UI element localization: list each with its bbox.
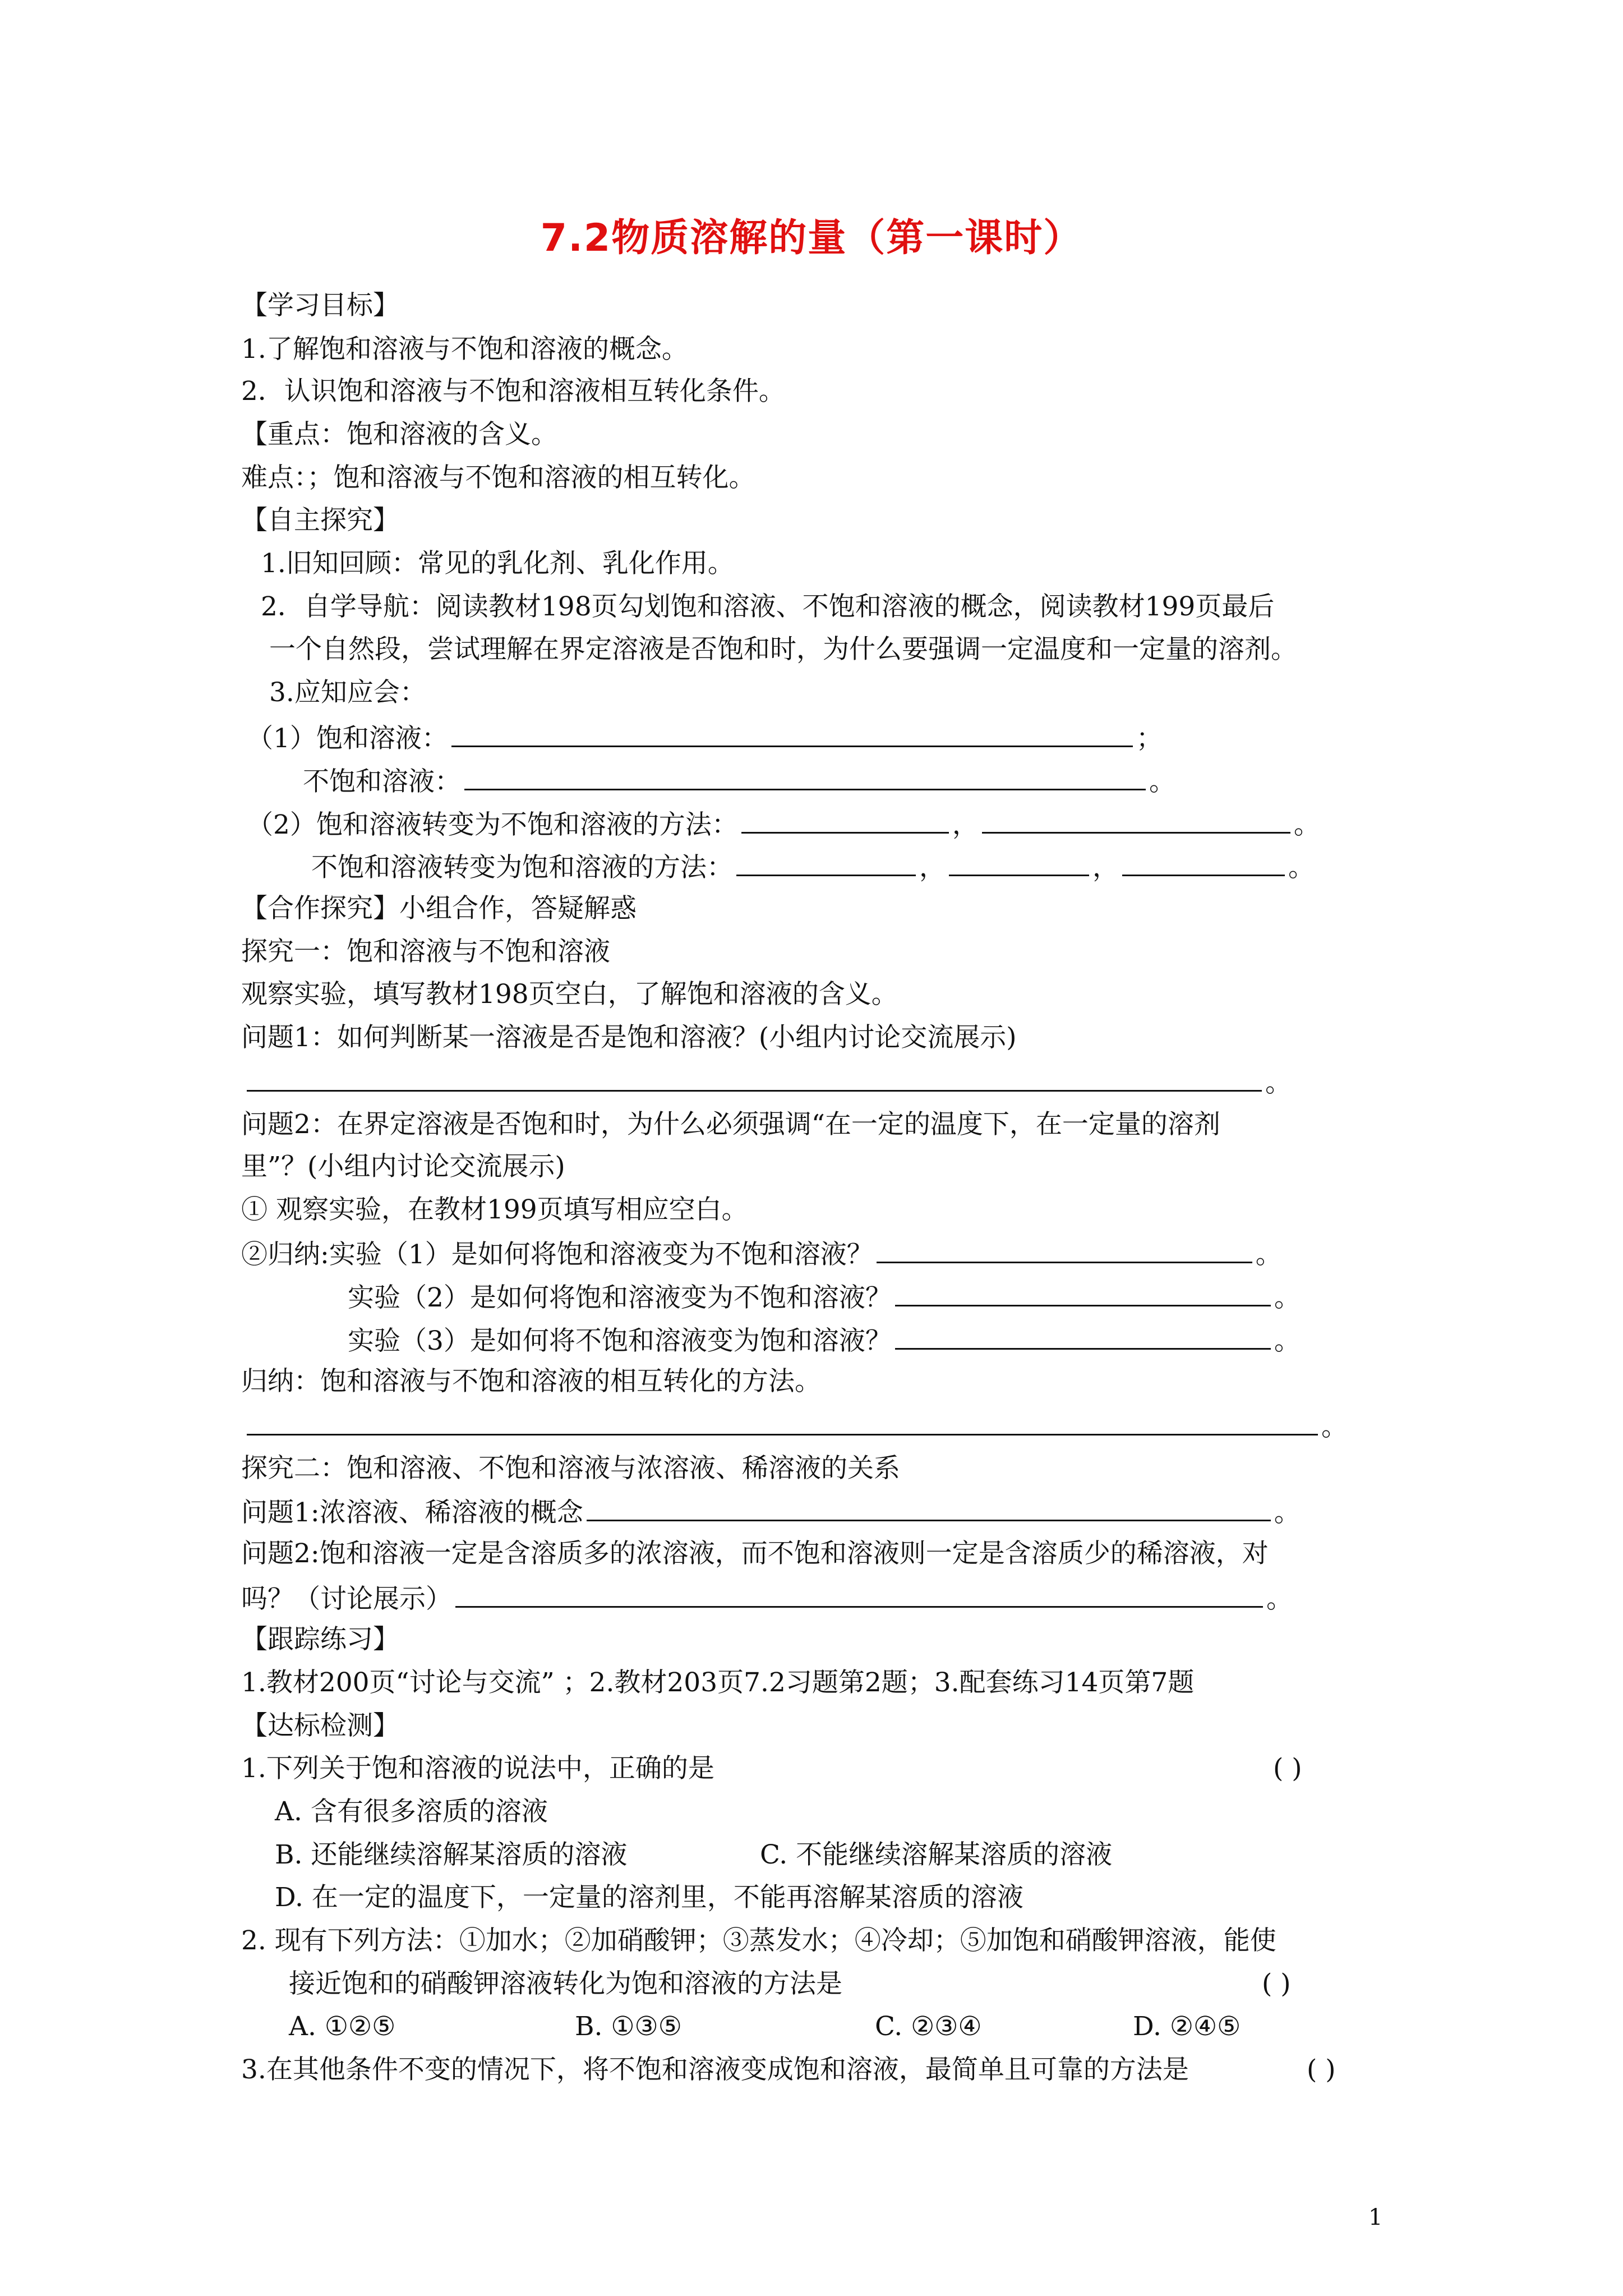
test-q2-option-a: A. ①②⑤: [289, 2011, 396, 2042]
page-title: 7.2物质溶解的量（第一课时）: [540, 216, 1083, 260]
q2-row: [247, 806, 1320, 842]
punct: 。: [1265, 1068, 1292, 1098]
observe-1: 观察实验，填写教材198页空白，了解饱和溶液的含义。: [241, 979, 898, 1010]
q1b-label: 不饱和溶液：: [303, 766, 461, 797]
answer-blank[interactable]: [982, 806, 1290, 834]
summary: 归纳：饱和溶液与不饱和溶液的相互转化的方法。: [241, 1366, 821, 1397]
answer-blank[interactable]: [247, 1408, 1318, 1435]
step-2-b-text: 实验（2）是如何将饱和溶液变为不饱和溶液？: [348, 1282, 892, 1313]
step-2-a-text: ②归纳:实验（1）是如何将饱和溶液变为不饱和溶液？: [241, 1239, 873, 1270]
answer-blank[interactable]: [949, 849, 1089, 876]
key-point: 【重点：饱和溶液的含义。: [241, 419, 557, 450]
punct: 。: [1321, 1411, 1348, 1442]
answer-blank[interactable]: [895, 1322, 1271, 1350]
test-q2-line-1: 2. 现有下列方法：①加水；②加硝酸钾；③蒸发水；④冷却；⑤加饱和硝酸钾溶液，能使: [241, 1925, 1276, 1956]
test-q3: 3.在其他条件不变的情况下，将不饱和溶液变成饱和溶液，最简单且可靠的方法是: [241, 2054, 1189, 2085]
should-know: 3.应知应会：: [269, 677, 426, 708]
test-q1-option-d: D. 在一定的温度下，一定量的溶剂里，不能再溶解某溶质的溶液: [275, 1882, 1023, 1913]
q1-label: （1）饱和溶液：: [247, 723, 448, 754]
practice-text: 1.教材200页“讨论与交流” ；2.教材203页7.2习题第2题；3.配套练习14页第7题: [241, 1667, 1195, 1698]
answer-paren[interactable]: ( ): [1273, 1753, 1302, 1784]
practice-heading: 【跟踪练习】: [241, 1624, 399, 1655]
answer-blank[interactable]: [455, 1580, 1263, 1608]
goal-item-2: 2．认识饱和溶液与不饱和溶液相互转化条件。: [241, 376, 785, 407]
explore-2-q2-line-1: 问题2:饱和溶液一定是含溶质多的浓溶液，而不饱和溶液则一定是含溶质少的稀溶液，对: [241, 1538, 1269, 1569]
punct: 。: [1293, 809, 1320, 840]
guide-line-1: 2．自学导航：阅读教材198页勾划饱和溶液、不饱和溶液的概念，阅读教材199页最后: [261, 591, 1275, 622]
explore-1: 探究一：饱和溶液与不饱和溶液: [241, 936, 610, 967]
answer-blank[interactable]: [736, 849, 916, 876]
explore-2-q1: [241, 1494, 1301, 1530]
punct: 。: [1255, 1239, 1282, 1270]
punct: 。: [1149, 766, 1175, 797]
punct: 。: [1274, 1326, 1301, 1356]
page-number: 1: [1368, 2205, 1383, 2230]
punct: ，: [952, 809, 979, 840]
answer-paren[interactable]: ( ): [1262, 1968, 1291, 1999]
test-q2-option-d: D. ②④⑤: [1133, 2011, 1241, 2042]
answer-paren[interactable]: ( ): [1307, 2054, 1336, 2085]
self-study-heading: 【自主探究】: [241, 505, 399, 536]
goals-heading: 【学习目标】: [241, 290, 399, 321]
q2b-row: [311, 849, 1315, 885]
problem-2-line-2: 里”？(小组内讨论交流展示): [241, 1151, 565, 1182]
punct: 。: [1266, 1584, 1293, 1614]
guide-line-2: 一个自然段，尝试理解在界定溶液是否饱和时，为什么要强调一定温度和一定量的溶剂。: [269, 634, 1297, 665]
test-q2-option-c: C. ②③④: [875, 2011, 982, 2042]
q1-unsaturated-row: [303, 763, 1175, 799]
review-item: 1.旧知回顾：常见的乳化剂、乳化作用。: [261, 548, 734, 579]
q1-saturated-row: [247, 720, 1163, 756]
punct: 。: [1288, 852, 1315, 883]
q2b-label: 不饱和溶液转变为饱和溶液的方法：: [311, 852, 733, 883]
test-q1-option-a: A. 含有很多溶质的溶液: [275, 1796, 548, 1827]
step-2-c-text: 实验（3）是如何将不饱和溶液变为饱和溶液？: [348, 1326, 892, 1356]
explore-2-q1-text: 问题1:浓溶液、稀溶液的概念: [241, 1497, 583, 1528]
goal-item-1: 1.了解饱和溶液与不饱和溶液的概念。: [241, 334, 688, 365]
answer-blank[interactable]: [587, 1494, 1271, 1521]
step-2-a: [241, 1236, 1282, 1272]
answer-blank[interactable]: [247, 1064, 1262, 1092]
answer-blank[interactable]: [741, 806, 949, 834]
punct: ，: [1092, 852, 1119, 883]
q2-label: （2）饱和溶液转变为不饱和溶液的方法：: [247, 809, 738, 840]
explore-2-q2-line-2: [241, 1580, 1293, 1616]
step-1: ① 观察实验，在教材199页填写相应空白。: [241, 1194, 748, 1225]
step-2-c: [348, 1322, 1301, 1358]
problem-1-answer: [247, 1064, 1292, 1100]
problem-2-line-1: 问题2：在界定溶液是否饱和时，为什么必须强调“在一定的温度下，在一定量的溶剂: [241, 1109, 1220, 1140]
test-q2-line-2: 接近饱和的硝酸钾溶液转化为饱和溶液的方法是: [289, 1968, 842, 1999]
answer-blank[interactable]: [464, 763, 1146, 790]
punct: ；: [1136, 723, 1163, 754]
cooperate-heading: 【合作探究】小组合作，答疑解惑: [241, 893, 637, 924]
explore-2: 探究二：饱和溶液、不饱和溶液与浓溶液、稀溶液的关系: [241, 1453, 900, 1484]
step-2-b: [348, 1279, 1301, 1315]
problem-1: 问题1：如何判断某一溶液是否是饱和溶液？(小组内讨论交流展示): [241, 1022, 1017, 1053]
punct: 。: [1274, 1497, 1301, 1528]
answer-blank[interactable]: [895, 1279, 1271, 1306]
test-q1: 1.下列关于饱和溶液的说法中，正确的是: [241, 1753, 714, 1784]
answer-blank[interactable]: [877, 1236, 1252, 1263]
explore-2-q2-text: 吗？（讨论展示）: [241, 1584, 452, 1614]
test-q1-option-b: B. 还能继续溶解某溶质的溶液: [275, 1839, 628, 1870]
difficult-point: 难点：；饱和溶液与不饱和溶液的相互转化。: [241, 462, 755, 493]
answer-blank[interactable]: [451, 720, 1133, 747]
test-q2-option-b: B. ①③⑤: [575, 2011, 682, 2042]
punct: 。: [1274, 1282, 1301, 1313]
test-heading: 【达标检测】: [241, 1710, 399, 1741]
summary-answer: [247, 1408, 1348, 1444]
punct: ，: [919, 852, 946, 883]
answer-blank[interactable]: [1122, 849, 1285, 876]
test-q1-option-c: C. 不能继续溶解某溶质的溶液: [760, 1839, 1113, 1870]
